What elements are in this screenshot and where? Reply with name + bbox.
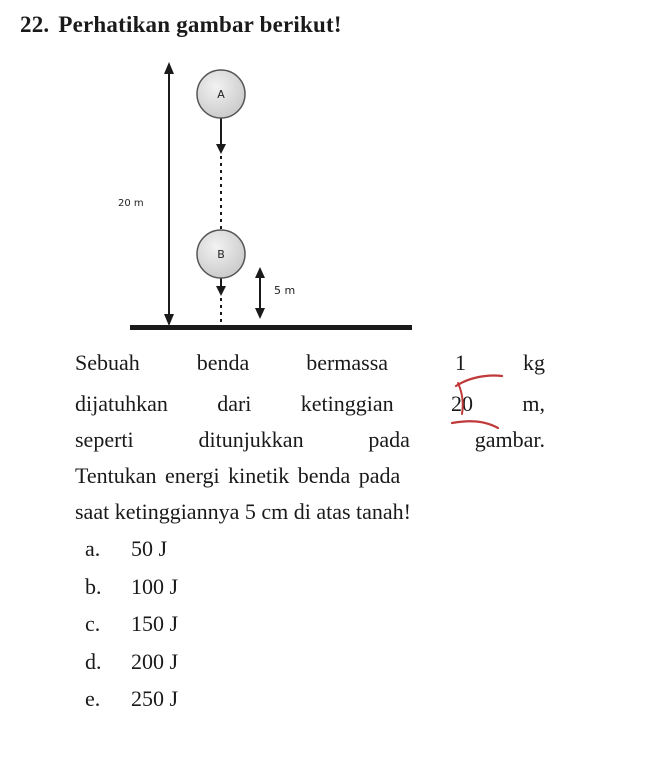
word: ditunjukkan [198, 427, 304, 452]
option-text: 150 J [131, 611, 179, 636]
option-letter: a. [85, 536, 101, 561]
option-letter: c. [85, 611, 101, 636]
ball-b [197, 230, 245, 278]
mass-unit: kg [522, 350, 545, 375]
word: Sebuah [75, 350, 140, 375]
option-e[interactable] [85, 685, 178, 723]
question-prompt: Perhatikan gambar berikut! [58, 12, 342, 37]
word: dijatuhkan [75, 391, 168, 416]
problem-line-3 [75, 424, 545, 456]
answer-options [85, 535, 178, 723]
word: benda [196, 350, 250, 375]
free-fall-figure [0, 0, 669, 345]
word: pada [368, 427, 410, 452]
height-20m-arrow [164, 62, 174, 326]
option-text: 250 J [131, 686, 179, 711]
height-5m-arrow [255, 267, 265, 319]
word: seperti [75, 427, 134, 452]
word: gambar. [474, 427, 545, 452]
option-letter: e. [85, 686, 101, 711]
mass-value: 1 [455, 350, 467, 375]
height-20m-label: 20 m [118, 198, 144, 209]
problem-line-2 [75, 388, 545, 420]
option-text: 50 J [131, 536, 168, 561]
option-text: 100 J [131, 573, 179, 599]
word: dari [217, 391, 252, 416]
option-c[interactable] [85, 610, 178, 648]
word: bermassa [306, 350, 389, 375]
word: ketinggian [300, 391, 394, 416]
height-unit: m, [522, 391, 545, 416]
option-b[interactable] [85, 573, 178, 611]
fall-path [216, 118, 226, 328]
ball-a-label: A [217, 88, 225, 101]
option-d[interactable] [85, 648, 178, 686]
option-letter: b. [85, 573, 102, 599]
option-a[interactable] [85, 535, 178, 573]
ball-b-label: B [217, 248, 225, 261]
ball-a [197, 70, 245, 118]
question-number: 22. [20, 12, 50, 37]
problem-line-5: saat ketinggiannya 5 cm di atas tanah! [75, 499, 411, 524]
option-letter: d. [85, 648, 102, 674]
height-value: 20 [450, 391, 473, 416]
problem-line-1 [75, 347, 545, 379]
ground-line [130, 325, 412, 330]
option-text: 200 J [131, 648, 179, 674]
problem-line-4: Tentukan energi kinetik benda pada [75, 463, 401, 488]
height-5m-label: 5 m [274, 284, 296, 297]
